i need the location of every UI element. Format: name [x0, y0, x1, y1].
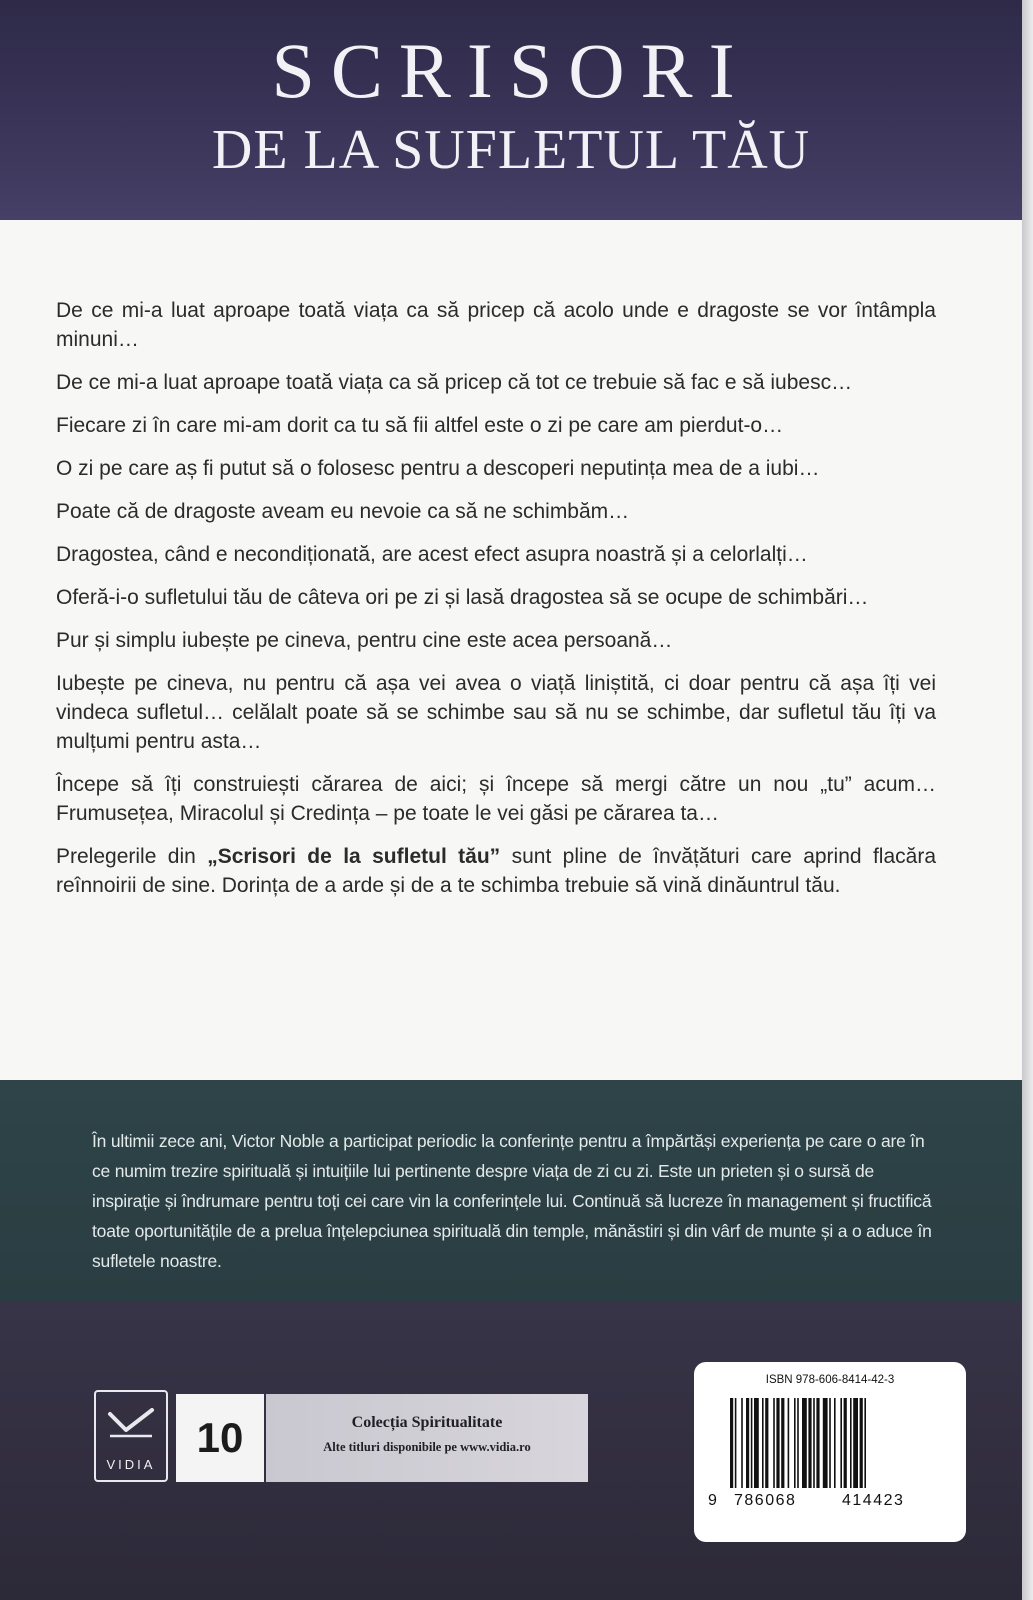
barcode-bar — [754, 1398, 759, 1488]
barcode-bar — [788, 1398, 790, 1488]
closing-suffix: sunt pline de învățături care aprind flacăra reînnoirii de sine. Dorința de a arde și de a te schimba trebuie să vină dinăuntrul tău. — [56, 845, 936, 897]
barcode-bar — [823, 1398, 828, 1488]
closing-book-title: „Scrisori de la sufletul tău” — [207, 845, 501, 868]
barcode-panel — [694, 1362, 966, 1542]
collection-subtitle: Alte titluri disponibile pe www.vidia.ro — [323, 1440, 531, 1454]
barcode-bar — [853, 1398, 858, 1488]
blurb-closing-paragraph — [56, 842, 936, 900]
blurb-paragraph: Poate că de dragoste aveam eu nevoie ca să ne schimbăm… — [56, 500, 630, 523]
barcode-bar — [781, 1398, 784, 1488]
barcode-bar — [751, 1398, 753, 1488]
vidia-logo-icon — [106, 1404, 156, 1440]
about-author-text: În ultimii zece ani, Victor Noble a participat periodic la conferințe pentru a împărtăși experiența pe care o are în ce numim trezire spirituală și intuițiile lui pertinente despre viața de zi cu zi. Este un prieten și o sursă de inspirație și îndrumare pentru toți cei care vin la conferințele lui. Continuă să lucreze în management și fructifică toate oportunitățile de a prelua înțelepciunea spirituală din temple, mănăstiri și din vârf de munte și a o aduce în sufletele noastre. — [92, 1131, 932, 1271]
barcode-bar — [765, 1398, 768, 1488]
barcode-bar — [834, 1398, 836, 1488]
barcode-bar — [860, 1398, 863, 1488]
barcode-bar — [773, 1398, 775, 1488]
publisher-logo — [94, 1390, 168, 1482]
collection-title: Colecția Spiritualitate — [351, 1414, 503, 1431]
barcode-bar — [816, 1398, 819, 1488]
publisher-logo-text: VIDIA — [106, 1457, 156, 1472]
barcode-bars — [730, 1398, 930, 1498]
collection-info — [266, 1394, 588, 1482]
barcode-bar — [829, 1398, 831, 1488]
book-subtitle: DE LA SUFLETUL TĂU — [211, 119, 811, 181]
closing-prefix: Prelegerile din — [56, 845, 208, 868]
barcode-bar — [844, 1398, 847, 1488]
barcode-bar — [776, 1398, 779, 1488]
page-edge — [1022, 0, 1033, 1600]
ean-right-group: 414423 — [842, 1492, 905, 1509]
blurb-paragraph: De ce mi-a luat aproape toată viața ca să pricep că acolo unde e dragoste se vor întâmpla minuni… — [56, 299, 936, 351]
blurb-paragraph: O zi pe care aș fi putut să o folosesc pentru a descoperi neputința mea de a iubi… — [56, 457, 820, 480]
barcode-bar — [735, 1398, 737, 1488]
isbn-text: ISBN 978-606-8414-42-3 — [765, 1374, 895, 1386]
barcode-bar — [850, 1398, 852, 1488]
blurb-paragraph: Oferă-i-o sufletului tău de câteva ori pe zi și lasă dragostea să se ocupe de schimbări… — [56, 586, 869, 609]
barcode-bar — [840, 1398, 842, 1488]
blurb-paragraph: Fiecare zi în care mi-am dorit ca tu să fii altfel este o zi pe care am pierdut-o… — [56, 414, 784, 437]
barcode-bar — [762, 1398, 764, 1488]
blurb-text — [56, 296, 936, 914]
barcode-bar — [794, 1398, 796, 1488]
barcode-bar — [802, 1398, 807, 1488]
barcode-bar — [813, 1398, 815, 1488]
blurb-paragraph: Începe să îți construiești cărarea de aici; și începe să mergi către un nou „tu” acum… Frumusețea, Miracolul și Credința – pe toate le vei găsi pe cărarea ta… — [56, 773, 936, 825]
blurb-paragraph: Iubește pe cineva, nu pentru că așa vei avea o viață liniștită, ci doar pentru că așa îți vei vindeca sufletul… celălalt poate să se schimbe sau să nu se schimbe, dar sufletul tău îți va mulțumi pentru asta… — [56, 672, 936, 753]
blurb-paragraph: Dragostea, când e necondiționată, are acest efect asupra noastră și a celorlalți… — [56, 543, 808, 566]
barcode-bar — [864, 1398, 866, 1488]
ean-left-group: 786068 — [734, 1492, 797, 1509]
barcode-bar — [808, 1398, 811, 1488]
barcode-bar — [746, 1398, 749, 1488]
blurb-paragraph: De ce mi-a luat aproape toată viața ca să pricep că tot ce trebuie să fac e să iubesc… — [56, 371, 853, 394]
blurb-paragraph: Pur și simplu iubește pe cineva, pentru cine este acea persoană… — [56, 629, 673, 652]
book-title: SCRISORI — [271, 27, 751, 114]
header-band — [0, 0, 1022, 220]
about-author-band — [0, 1080, 1022, 1302]
ean-first-digit: 9 — [708, 1492, 717, 1509]
barcode-bar — [797, 1398, 799, 1488]
barcode-bar — [730, 1398, 733, 1488]
publisher-band — [0, 1302, 1022, 1600]
barcode-bar — [741, 1398, 743, 1488]
collection-number: 10 — [176, 1394, 264, 1482]
